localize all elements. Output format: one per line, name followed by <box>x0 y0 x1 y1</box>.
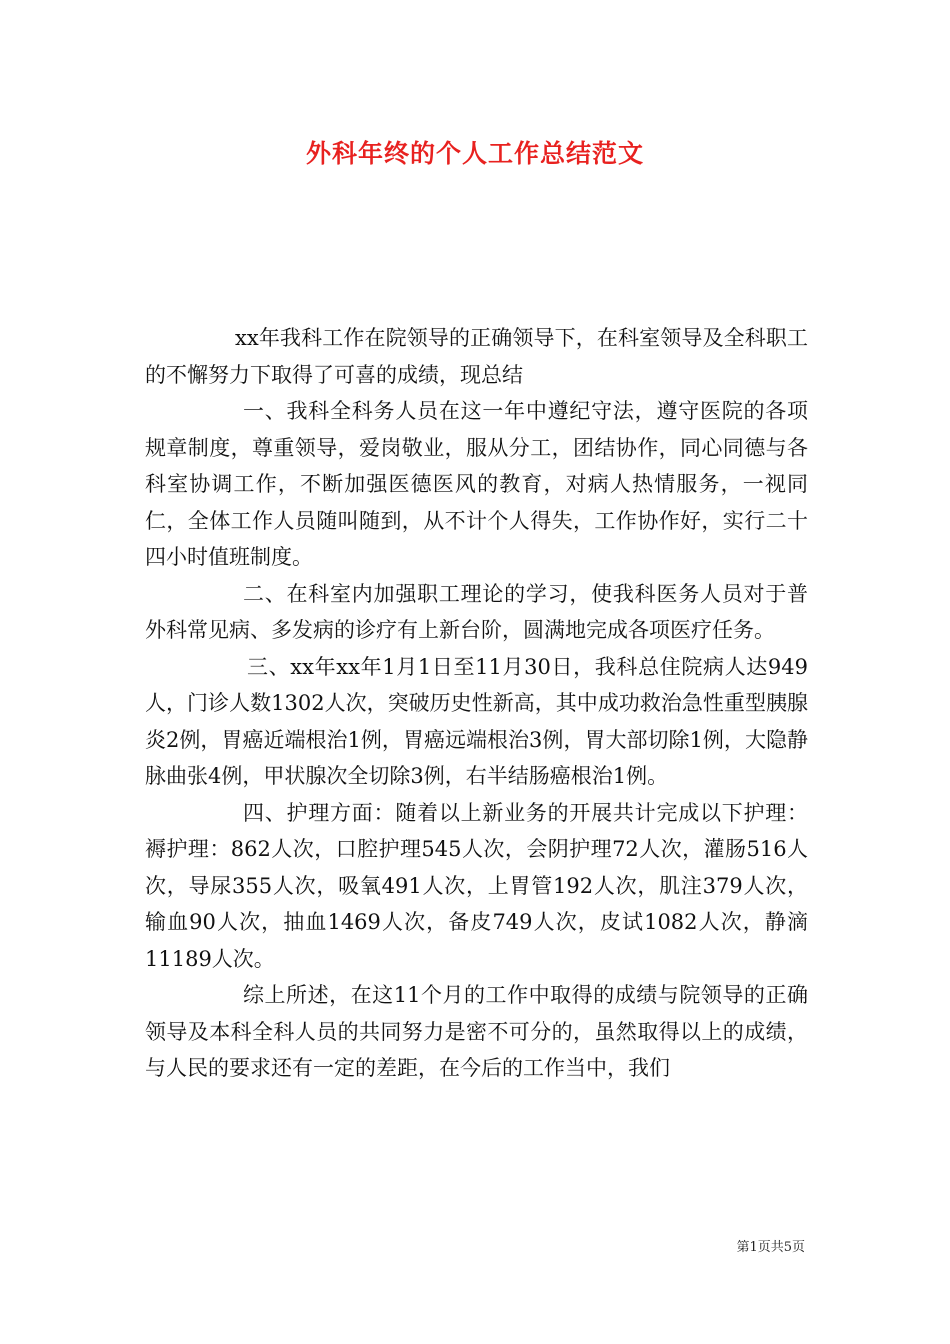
paragraph-section-2: 二、在科室内加强职工理论的学习，使我科医务人员对于普外科常见病、多发病的诊疗有上新台阶，圆满地完成各项医疗任务。 <box>145 581 808 642</box>
paragraph-section-3: 三、xx年xx年1月1日至11月30日，我科总住院病人达949人，门诊人数1302人次，突破历史性新高，其中成功救治急性重型胰腺炎2例，胃癌近端根治1例，胃癌远端根治3例，胃大部切除1例，大隐静脉曲张4例，甲状腺次全切除3例，右半结肠癌根治1例。 <box>145 654 808 788</box>
page-number: 第1页共5页 <box>736 1240 805 1255</box>
document-title: 外科年终的个人工作总结范文 <box>305 139 644 168</box>
paragraph-summary: 综上所述，在这11个月的工作中取得的成绩与院领导的正确领导及本科全科人员的共同努力是密不可分的，虽然取得以上的成绩，与人民的要求还有一定的差距，在今后的工作当中，我们 <box>145 983 808 1080</box>
paragraph-section-1: 一、我科全科务人员在这一年中遵纪守法，遵守医院的各项规章制度，尊重领导，爱岗敬业，服从分工，团结协作，同心同德与各科室协调工作，不断加强医德医风的教育，对病人热情服务，一视同仁，全体工作人员随叫随到，从不计个人得失，工作协作好，实行二十四小时值班制度。 <box>145 399 808 569</box>
paragraph-section-4: 四、护理方面：随着以上新业务的开展共计完成以下护理：褥护理：862人次，口腔护理545人次，会阴护理72人次，灌肠516人次，导尿355人次，吸氧491人次，上胃管192人次，肌注379人次，输血90人次，抽血1469人次，备皮749人次，皮试1082人次，静滴11189人次。 <box>145 800 808 971</box>
paragraph-intro: xx年我科工作在院领导的正确领导下，在科室领导及全科职工的不懈努力下取得了可喜的成绩，现总结 <box>145 326 808 387</box>
document-body <box>145 320 808 1087</box>
